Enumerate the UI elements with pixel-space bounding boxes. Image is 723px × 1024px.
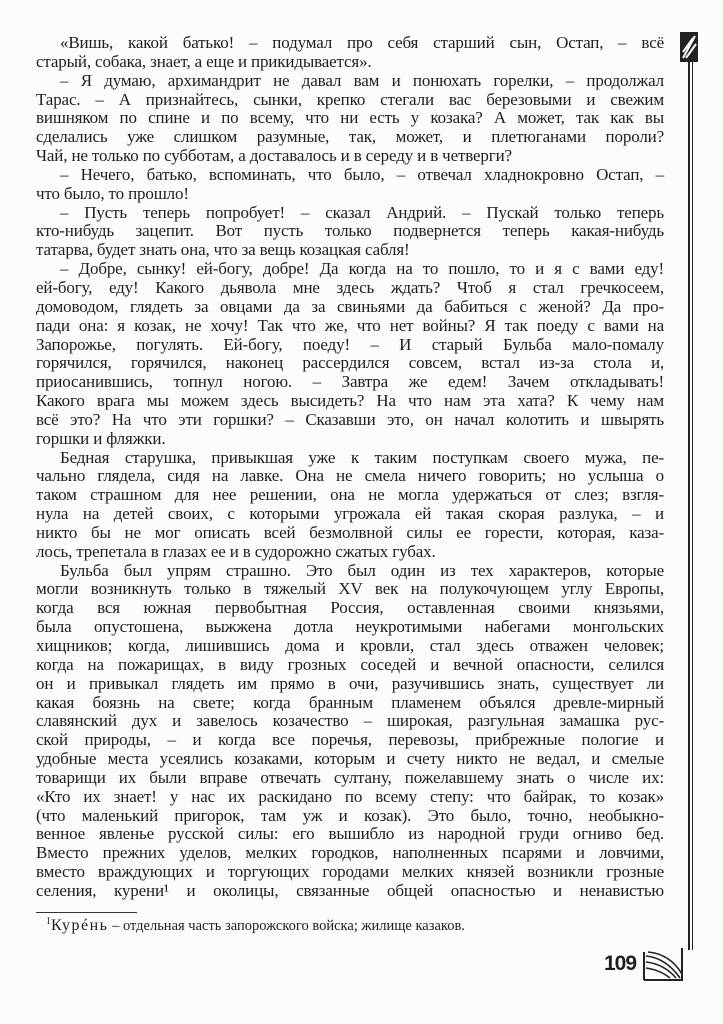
footnote-term: Курéнь [51,917,109,934]
text-line: татарва, будет знать она, что за вещь козацкая сабля! [36,240,410,260]
text-line: «Кто их знает! у нас их раскидано по всему степу: что байрак, то козак» [36,786,664,806]
text-line: Бедная старушка, привыкшая уже к таким поступкам своего мужа, пе- [60,447,664,467]
footnote-text: – отдельная часть запорожского войска; жилище казаков. [108,918,465,934]
text-line: Запорожье, погулять. Ей-богу, поеду! – И старый Бульба мало-помалу [36,334,664,354]
text-line: приосанившись, топнул ногою. – Завтра же едем! Зачем откладывать! [36,372,664,392]
text-line: – Добре, сынку! ей-богу, добре! Да когда на то пошло, то и я с вами еду! [60,259,664,279]
text-line: ской природы, – и когда все поречья, перевозы, прибрежные пологие и [36,730,664,750]
ornament-top-icon [678,30,702,64]
text-line: товарищи их были вправе отвечать султану, пожелавшему знать о числе их: [36,767,664,787]
text-line: – Пусть теперь попробует! – сказал Андрий. – Пускай только теперь [60,202,664,222]
text-line: славянский дух и завелось козачество – широкая, разгульная замашка рус- [36,711,664,731]
text-line: чально глядела, сидя на лавке. Она не смела ничего говорить; но услыша о [36,466,664,486]
text-line: кто-нибудь зацепит. Вот пусть только подвернется теперь какая-нибудь [36,221,664,241]
footnote [46,917,465,935]
text-line: была опустошена, выжжена дотла неукротимыми набегами монгольских [36,617,664,637]
body-text [36,34,664,901]
text-line: Какого врага мы можем здесь высидеть? На что нам эта хата? К чему нам [36,391,664,411]
text-line: никто бы не мог описать всей безмолвной силы ее горести, которая, каза- [36,522,664,542]
text-line: какая боязнь на свете; когда бранным пламенем объялся древле-мирный [36,692,664,712]
text-line: горшки и фляжки. [36,428,166,448]
text-line: таком страшном для нее решении, она не могла удержаться от слез; взгля- [36,485,664,505]
text-line: Вместо прежних уделов, мелких городков, наполненных псарями и ловчими, [36,843,664,863]
ornament-bottom-icon [636,944,686,984]
footnote-mark: 1 [46,916,51,928]
text-line: Тарас. – А признайтесь, сынки, крепко стегали вас березовыми и свежим [36,89,664,109]
text-line: нула на детей своих, с которыми угрожала ей такая скорая разлука, – и [36,504,664,524]
text-line: ей-богу, еду! Какого дьявола мне здесь ждать? Чтоб я стал гречкосеем, [36,277,664,297]
text-line: когда вся южная первобытная Россия, оставленная своими князьями, [36,598,664,618]
margin-border-line [688,60,693,950]
text-line: когда на пожарищах, в виду грозных соседей и вечной опасности, селился [36,654,664,674]
text-line: домоводом, глядеть за овцами да за свиньями да бабиться с женой? Да про- [36,296,664,316]
text-line: – Я думаю, архимандрит не давал вам и понюхать горелки, – продолжал [60,70,664,90]
text-line: (что маленький пригорок, там уж и козак). Это было, точно, необыкно- [36,805,664,825]
footnote-divider [36,912,137,913]
text-line: хищников; когда, лишившись дома и кровли, стал здесь отважен человек; [36,636,664,655]
text-line: что было, то прошло! [36,183,189,203]
text-line: венное явленье русской силы: его вышибло из народной груди огниво бед. [36,824,664,844]
text-line: лось, трепетала в глазах ее и в судорожно сжатых губах. [36,541,436,561]
text-line: вишняком по спине и по всему, что ни есть у козака? А может, так как вы [36,108,664,128]
text-line: «Вишь, какой батько! – подумал про себя старший сын, Остап, – всё [60,33,664,52]
text-line: вместо враждующих и торгующих городами мелких князей возникли грозные [36,862,664,882]
text-line: могли возникнуть только в тяжелый XV век на полукочующем углу Европы, [36,579,664,599]
text-line: – Нечего, батько, вспоминать, что было, – отвечал хладнокровно Остап, – [60,164,664,184]
text-line: он и привыкал глядеть им прямо в очи, разучившись знать, существует ли [36,673,664,693]
text-line: всё это? На что эти горшки? – Сказавши это, он начал колотить и швырять [36,409,664,429]
text-line: Бульба был упрям страшно. Это был один из тех характеров, которые [60,560,664,580]
text-line: старый, собака, знает, а еще и прикидывается». [36,51,372,71]
text-line: сделались уже слишком разумные, так, может, и плетюганами пороли? [36,127,664,147]
page-number: 109 [604,952,637,975]
text-line: горячился, горячился, наконец рассердился совсем, встал из-за стола и, [36,353,664,373]
text-line: пади она: я козак, не хочу! Так что же, что нет войны? Я так поеду с вами на [36,315,664,335]
text-line: Чай, не только по субботам, а доставалось и в середу и в четверги? [36,146,512,166]
text-line: удобные места усеялись козаками, которым и счету никто не ведал, и смелые [36,749,664,769]
text-line: селения, курени¹ и околицы, связанные общей опасностью и ненавистью [36,880,664,900]
